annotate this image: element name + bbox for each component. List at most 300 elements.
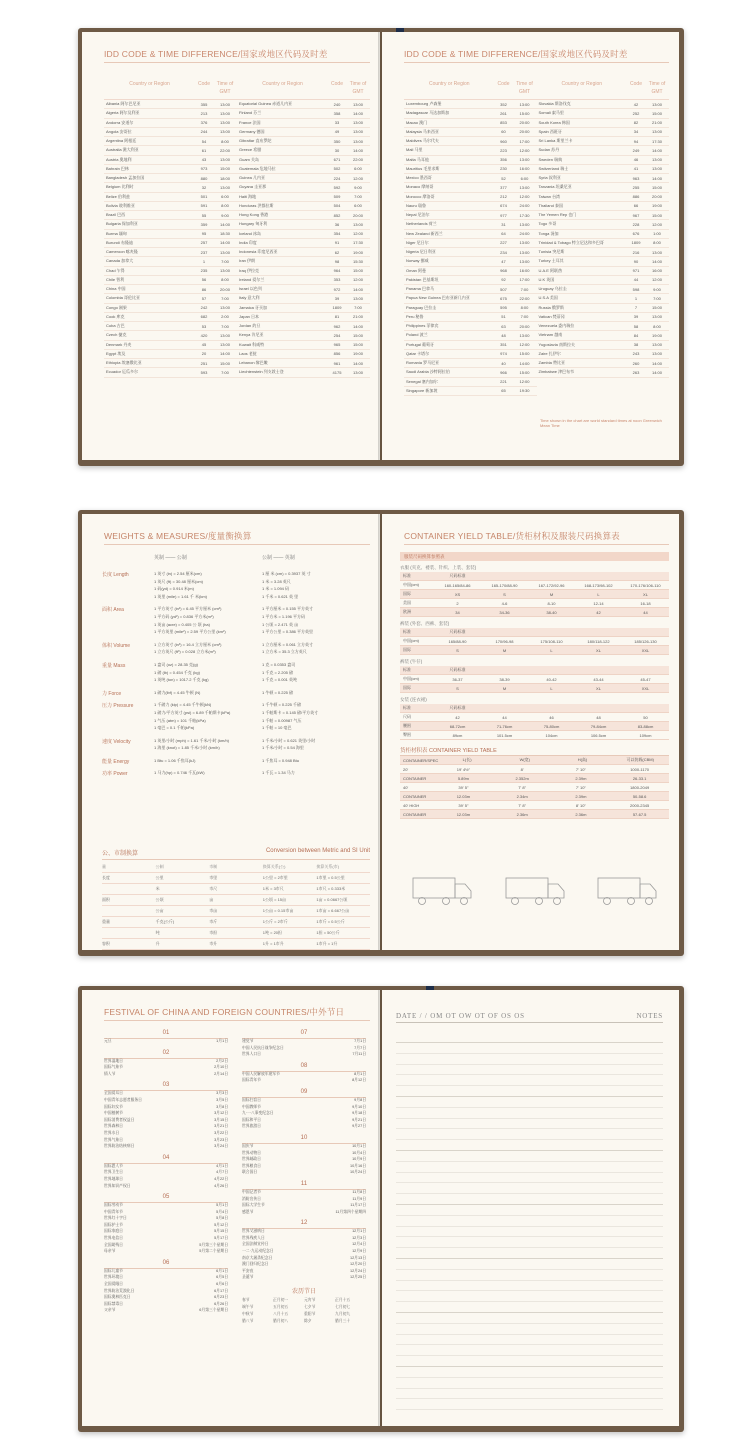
dial-code: 358 bbox=[333, 110, 341, 116]
container-cell: 7' 10" bbox=[575, 784, 586, 790]
lunar-cell: 正月初一 bbox=[273, 1298, 289, 1303]
festival-date: 11月9日 bbox=[352, 1196, 366, 1201]
festival-row bbox=[242, 1203, 366, 1210]
country-name: Pakistan 巴基斯坦 bbox=[406, 276, 439, 282]
gmt-time: 13:00 bbox=[519, 157, 530, 163]
country-name: Turkey 土耳其 bbox=[538, 258, 564, 264]
dial-code: 30 bbox=[334, 147, 340, 153]
country-name: Slovakia 斯洛伐克 bbox=[538, 101, 571, 107]
gmt-time: 15:00 bbox=[352, 342, 363, 348]
festival-date: 9月10日 bbox=[352, 1104, 366, 1109]
dial-code: 501 bbox=[200, 194, 208, 200]
festival-name: 世界防治荒漠化日 bbox=[104, 1288, 135, 1293]
conversion-line: 1 码(yd) = 0.914 米(m) bbox=[154, 586, 194, 592]
size-cell: 175/108-110 bbox=[540, 638, 563, 644]
festival-row bbox=[242, 1262, 366, 1269]
country-name: Iraq 伊拉克 bbox=[239, 267, 260, 273]
conversion-line: 1 气压 (atm) = 101 千帕(kPa) bbox=[154, 717, 206, 723]
container-cell: 19' 4½" bbox=[456, 766, 471, 772]
idd-row bbox=[104, 285, 237, 294]
container-cell: 2.39m bbox=[575, 793, 587, 799]
size-cell: S bbox=[456, 647, 459, 653]
gmt-time: 15:00 bbox=[519, 369, 530, 375]
gmt-time: 14:00 bbox=[352, 286, 363, 292]
gmt-time: 24:00 bbox=[519, 231, 530, 237]
notebook-spread-measures bbox=[78, 510, 684, 956]
idd-row bbox=[404, 156, 537, 165]
container-cell: 7' 8" bbox=[518, 784, 526, 790]
dial-code: 90 bbox=[633, 258, 639, 264]
measure-group bbox=[102, 690, 370, 698]
size-cell: 109cm bbox=[639, 732, 652, 738]
conversion-head-cell: 换算关系(市) bbox=[316, 864, 340, 869]
dial-code: 852 bbox=[333, 212, 341, 218]
festival-row bbox=[242, 1249, 366, 1256]
measure-lines bbox=[154, 571, 370, 601]
gmt-time: 13:00 bbox=[651, 314, 662, 320]
country-name: Kuwait 科威特 bbox=[239, 341, 265, 347]
country-name: Venezuela 委内瑞拉 bbox=[538, 323, 575, 329]
size-section-title: 裤装 (外套、西裤、套装) bbox=[400, 621, 450, 626]
size-cell: 170/96-98 bbox=[495, 638, 514, 644]
country-name: Australia 澳大利亚 bbox=[106, 147, 139, 153]
idd-row bbox=[104, 146, 237, 155]
dial-code: 682 bbox=[200, 314, 208, 320]
dial-code: 235 bbox=[200, 268, 208, 274]
container-cell: L(长) bbox=[462, 757, 472, 762]
col-head-code: Code bbox=[630, 81, 642, 87]
measure-lines bbox=[154, 702, 370, 732]
festival-name: 世界旅游日 bbox=[242, 1124, 261, 1129]
festival-name: 圣诞节 bbox=[242, 1275, 254, 1280]
country-name: Congo 刚果 bbox=[106, 304, 127, 310]
country-name: Guinea 几内亚 bbox=[239, 175, 266, 181]
festival-row bbox=[104, 1124, 228, 1131]
gmt-time: 15:00 bbox=[519, 351, 530, 357]
gmt-time: 15:00 bbox=[651, 184, 662, 190]
size-row bbox=[400, 590, 669, 599]
country-name: France 法国 bbox=[239, 119, 261, 125]
dial-code: 55 bbox=[201, 212, 207, 218]
size-cell: 标准 bbox=[403, 667, 411, 672]
dial-code: 880 bbox=[200, 175, 208, 181]
metric-col bbox=[262, 606, 370, 636]
festival-date: 6月17日 bbox=[214, 1288, 228, 1293]
gmt-time: 8:00 bbox=[221, 277, 229, 283]
festival-date: 11月8日 bbox=[352, 1189, 366, 1194]
idd-row bbox=[404, 304, 537, 313]
country-name: Cameroon 喀麦隆 bbox=[106, 249, 138, 255]
festival-date: 10月24日 bbox=[349, 1170, 366, 1175]
dial-code: 252 bbox=[632, 110, 640, 116]
dial-code: 240 bbox=[333, 101, 341, 107]
festival-name: 消防宣传日 bbox=[242, 1196, 261, 1201]
country-name: Denmark 丹麦 bbox=[106, 341, 132, 347]
size-cell: 83-88cm bbox=[637, 723, 654, 729]
conversion-line: 1 千瓦 = 1.34 马力 bbox=[262, 770, 295, 776]
gmt-time: 12:00 bbox=[352, 175, 363, 181]
festival-date: 3月15日 bbox=[214, 1117, 228, 1122]
gmt-time: 13:00 bbox=[219, 332, 230, 338]
festival-date: 12月24日 bbox=[349, 1268, 366, 1273]
dial-code: 212 bbox=[500, 194, 507, 200]
festival-row bbox=[242, 1039, 366, 1046]
gmt-time: 20:00 bbox=[519, 129, 530, 135]
conversion-cell: 米 bbox=[155, 886, 160, 891]
size-chart-band: 服装尺码换算参照表 bbox=[400, 552, 669, 561]
page-title: FESTIVAL OF CHINA AND FOREIGN COUNTRIES/中外节日 bbox=[104, 1006, 370, 1021]
conversion-line: 1 平方码 (yd²) = 0.836 平方米(m²) bbox=[154, 613, 214, 619]
country-name: Uruguay 乌拉圭 bbox=[538, 286, 567, 292]
measure-group bbox=[102, 702, 370, 732]
idd-row bbox=[537, 359, 670, 368]
idd-row bbox=[237, 128, 370, 137]
festival-date: 9月8日 bbox=[354, 1097, 366, 1102]
dial-code: 354 bbox=[333, 231, 341, 237]
conversion-header bbox=[102, 862, 370, 873]
idd-row bbox=[104, 183, 237, 192]
idd-row bbox=[404, 378, 537, 387]
container-cell: CONTAINER bbox=[403, 775, 427, 781]
lunar-cell: 元宵节 bbox=[304, 1298, 316, 1303]
size-cell: L bbox=[550, 647, 553, 653]
size-row bbox=[400, 713, 669, 722]
metric-col bbox=[262, 662, 370, 685]
conversion-cell: 市升 bbox=[209, 941, 218, 946]
festival-date: 2月2日 bbox=[216, 1058, 228, 1063]
size-cell: 标准 bbox=[403, 629, 411, 634]
conversion-line: 1 英寸 (in) = 2.54 厘米(cm) bbox=[154, 571, 202, 576]
conversion-row bbox=[102, 873, 370, 884]
idd-row bbox=[104, 331, 237, 340]
container-row bbox=[400, 774, 669, 783]
gmt-time: 17:30 bbox=[352, 240, 363, 246]
idd-row bbox=[104, 248, 237, 257]
idd-row bbox=[537, 165, 670, 174]
idd-row bbox=[537, 257, 670, 266]
dial-code: 961 bbox=[333, 360, 341, 366]
dial-code: 962 bbox=[333, 323, 341, 329]
conversion-cell: 重量 bbox=[102, 919, 110, 924]
country-name: Luxembourg 卢森堡 bbox=[406, 101, 442, 107]
measure-lines bbox=[154, 662, 370, 685]
country-name: Mexico 墨西哥 bbox=[406, 175, 432, 181]
dial-code: 66 bbox=[633, 203, 639, 209]
country-name: Yugoslavia 南斯拉夫 bbox=[538, 341, 575, 347]
container-cell: 50-58.6 bbox=[632, 793, 647, 799]
festival-name: 国际妇女节 bbox=[104, 1104, 123, 1109]
conversion-row bbox=[102, 906, 370, 917]
festival-date: 12月20日 bbox=[349, 1262, 366, 1267]
idd-row bbox=[404, 109, 537, 118]
truck-icon bbox=[505, 874, 567, 908]
container-cell: 40' HIGH bbox=[403, 802, 420, 808]
gmt-time: 15:00 bbox=[352, 268, 363, 274]
metric-col bbox=[262, 770, 370, 778]
conversion-cell: 升 bbox=[155, 941, 160, 946]
month-heading: 11 bbox=[242, 1180, 366, 1190]
country-name: Finland 芬兰 bbox=[239, 110, 262, 116]
size-cell: XL bbox=[596, 647, 601, 653]
size-cell: 中国(cm) bbox=[403, 676, 419, 681]
container-cell: 20' bbox=[403, 766, 409, 772]
container-cell: 2.34m bbox=[516, 793, 528, 799]
page-title: IDD CODE & TIME DIFFERENCE/国家或地区代码及时差 bbox=[104, 48, 370, 63]
container-cell: 5.89m bbox=[457, 775, 469, 781]
country-name: Ethiopia 埃塞俄比亚 bbox=[106, 360, 142, 366]
weights-header bbox=[102, 554, 370, 566]
size-section-title: 衣服 (夹克、褛装、针织、上装、套装) bbox=[400, 565, 477, 570]
dial-code: 350 bbox=[333, 138, 341, 144]
idd-row bbox=[537, 331, 670, 340]
size-cell: 34-36 bbox=[499, 609, 510, 615]
dial-code: 674 bbox=[500, 203, 507, 209]
country-name: Nauru 瑙鲁 bbox=[406, 202, 427, 208]
festival-date: 5月4日 bbox=[216, 1209, 228, 1214]
dial-code: 968 bbox=[500, 268, 507, 274]
country-name: Czech 捷克 bbox=[106, 332, 127, 338]
festival-date: 12月25日 bbox=[349, 1275, 366, 1280]
festival-name: 联合国日 bbox=[242, 1170, 258, 1175]
country-name: U.K 英国 bbox=[538, 276, 555, 282]
gmt-time: 6:00 bbox=[354, 166, 362, 172]
idd-row bbox=[104, 100, 237, 109]
conversion-line: 1 立方米 = 35.3 立方英尺 bbox=[262, 649, 307, 655]
imperial-col bbox=[154, 770, 262, 778]
gmt-time: 24:00 bbox=[519, 203, 530, 209]
dial-code: 64 bbox=[501, 231, 506, 237]
idd-row bbox=[404, 267, 537, 276]
country-name: Mali 马里 bbox=[406, 147, 423, 153]
col-head-code: Code bbox=[331, 81, 343, 87]
gmt-time: 14:00 bbox=[219, 240, 230, 246]
container-row bbox=[400, 792, 669, 801]
festival-name: 国际护士节 bbox=[104, 1222, 123, 1227]
country-name: Trinidad & Tobago 特立尼达和多巴哥 bbox=[538, 239, 604, 245]
festival-row bbox=[242, 1164, 366, 1171]
date-field: DATE / / OM OT OW OT OF OS OS bbox=[396, 1012, 525, 1020]
country-name: China 中国 bbox=[106, 286, 126, 292]
idd-row bbox=[104, 165, 237, 174]
festival-date: 4月22日 bbox=[214, 1176, 228, 1181]
idd-row bbox=[404, 165, 537, 174]
country-name: Morocco 摩洛哥 bbox=[406, 193, 435, 199]
gmt-time: 13:00 bbox=[519, 101, 530, 107]
dial-code: 255 bbox=[632, 184, 640, 190]
festival-name: 国庆节 bbox=[242, 1143, 254, 1148]
page-idd-right bbox=[382, 32, 679, 460]
conversion-line: 1 千克 = 2.205 磅 bbox=[262, 669, 294, 675]
gmt-time: 15:00 bbox=[519, 110, 530, 116]
idd-row bbox=[537, 322, 670, 331]
festival-name: 世界气象日 bbox=[104, 1137, 123, 1142]
idd-row bbox=[404, 100, 537, 109]
idd-row bbox=[404, 183, 537, 192]
idd-row bbox=[404, 294, 537, 303]
country-name: Malta 马耳他 bbox=[406, 156, 429, 162]
metric-col bbox=[262, 690, 370, 698]
conversion-line: 1 千磅力 (kip) = 4.45 千牛顿(kN) bbox=[154, 702, 212, 708]
festival-name: 世界森林日 bbox=[104, 1124, 123, 1129]
gmt-time: 13:00 bbox=[519, 221, 530, 227]
gmt-time: 14:00 bbox=[651, 147, 662, 153]
country-name: Honduras 洪都拉斯 bbox=[239, 202, 274, 208]
size-cell: 43-44 bbox=[593, 676, 604, 682]
lunar-cell: 正月十五 bbox=[335, 1298, 351, 1303]
size-cell: 欧洲 bbox=[403, 609, 411, 614]
lunar-cell: 腊月初八 bbox=[273, 1319, 289, 1324]
conversion-line: 1 盎司 (oz) = 28.35 克(g) bbox=[154, 661, 198, 667]
idd-row bbox=[537, 211, 670, 220]
gmt-time: 14:00 bbox=[219, 221, 230, 227]
metric-to-imperial-head: 公制 —— 英制 bbox=[262, 555, 295, 561]
idd-row bbox=[537, 285, 670, 294]
dial-code: 591 bbox=[200, 203, 208, 209]
festival-name: 全国爱眼日 bbox=[104, 1282, 123, 1287]
gmt-time: 13:00 bbox=[352, 101, 363, 107]
month-heading: 03 bbox=[104, 1081, 228, 1091]
festival-name: 九·一八事变纪念日 bbox=[242, 1111, 274, 1116]
size-cell: 48 bbox=[596, 714, 601, 720]
size-cell: XS bbox=[454, 591, 461, 597]
country-name: Nepal 尼泊尔 bbox=[406, 212, 430, 218]
measure-label: 力 Force bbox=[102, 690, 122, 697]
festival-date: 6月1日 bbox=[216, 1268, 228, 1273]
conversion-line: 1 平方英寸 (in²) = 6.45 平方厘米 (cm²) bbox=[154, 606, 222, 612]
festival-date: 4月1日 bbox=[216, 1163, 228, 1168]
conversion-line: 1 千焦耳 = 0.948 Btu bbox=[262, 757, 300, 763]
festival-date: 12月4日 bbox=[352, 1242, 366, 1247]
dial-code: 92 bbox=[501, 277, 506, 283]
gmt-time: 22:00 bbox=[219, 147, 230, 153]
idd-row bbox=[404, 387, 537, 396]
size-cell: 106.5cm bbox=[590, 732, 607, 738]
conversion-cell: 吨 bbox=[155, 930, 160, 935]
idd-row bbox=[537, 119, 670, 128]
gmt-time: 13:00 bbox=[651, 351, 662, 357]
size-cell: 尺码标准 bbox=[449, 573, 466, 578]
dial-code: 595 bbox=[500, 305, 507, 311]
conversion-cell: 公顷 bbox=[155, 897, 164, 902]
country-name: Guatemala 危地马拉 bbox=[239, 165, 276, 171]
dial-code: 676 bbox=[632, 231, 640, 237]
festival-date: 12月9日 bbox=[352, 1249, 366, 1254]
month-heading: 07 bbox=[242, 1029, 366, 1039]
country-name: India 印度 bbox=[239, 239, 257, 245]
dial-code: 86 bbox=[201, 286, 207, 292]
festival-name: 世界电信日 bbox=[104, 1236, 123, 1241]
conversion-line: 1 千牛顿 = 0.225 千磅 bbox=[262, 702, 302, 708]
dial-code: 84 bbox=[633, 332, 639, 338]
measure-lines bbox=[154, 642, 370, 657]
dial-code: 244 bbox=[200, 129, 208, 135]
festival-name: 世界知识产权日 bbox=[104, 1183, 131, 1188]
container-cell: 12.03m bbox=[456, 793, 471, 799]
country-name: Zimbabwe 津巴布韦 bbox=[538, 369, 575, 375]
size-chart bbox=[400, 550, 669, 819]
size-row bbox=[400, 572, 669, 581]
idd-row bbox=[404, 220, 537, 229]
dial-code: 227 bbox=[500, 240, 507, 246]
dial-code: 58 bbox=[633, 323, 639, 329]
dial-code: 257 bbox=[200, 240, 208, 246]
festival-date: 10月9日 bbox=[352, 1157, 366, 1162]
size-cell: 75-80cm bbox=[543, 723, 560, 729]
size-cell: 160-165/84-86 bbox=[444, 582, 471, 588]
festival-name: 澳门回归纪念日 bbox=[242, 1262, 269, 1267]
gmt-time: 8:00 bbox=[221, 138, 229, 144]
conversion-line: 1 厘 米 (cm) = 0.3937 英 寸 bbox=[262, 571, 311, 576]
country-name: Monaco 摩纳哥 bbox=[406, 184, 434, 190]
measure-label: 能量 Energy bbox=[102, 758, 130, 765]
size-cell: 101.5cm bbox=[496, 732, 513, 738]
dial-code: 53 bbox=[201, 323, 207, 329]
conversion-title bbox=[102, 848, 370, 860]
lunar-cell: 五月初五 bbox=[273, 1305, 289, 1310]
country-name: Philippines 菲律宾 bbox=[406, 323, 439, 329]
dial-code: 43 bbox=[201, 157, 207, 163]
month-heading: 06 bbox=[104, 1259, 228, 1269]
idd-row bbox=[404, 174, 537, 183]
festival-row bbox=[242, 1124, 366, 1131]
festival-row bbox=[242, 1144, 366, 1151]
conversion-title-zh: 公、市制换算 bbox=[102, 851, 139, 857]
gmt-time: 19:00 bbox=[651, 332, 662, 338]
dial-code: 671 bbox=[333, 157, 341, 163]
container-title: 货柜材积表 CONTAINER YIELD TABLE bbox=[400, 746, 669, 756]
measure-group bbox=[102, 662, 370, 685]
lunar-festivals-title: 农历节日 bbox=[291, 1289, 316, 1296]
country-name: Japan 日本 bbox=[239, 313, 260, 319]
dial-code: 966 bbox=[500, 369, 507, 375]
festival-row bbox=[104, 1170, 228, 1177]
gmt-time: 13:00 bbox=[219, 120, 230, 126]
gmt-time: 21:00 bbox=[651, 120, 662, 126]
festival-date: 10月1日 bbox=[352, 1143, 366, 1148]
idd-row bbox=[104, 368, 237, 377]
idd-row bbox=[104, 359, 237, 368]
dial-code: 224 bbox=[333, 175, 341, 181]
size-cell: 38-39 bbox=[499, 676, 510, 682]
festival-date: 5月8日 bbox=[216, 1216, 228, 1221]
country-name: Netherlands 荷兰 bbox=[406, 221, 437, 227]
idd-row bbox=[237, 322, 370, 331]
idd-row bbox=[237, 276, 370, 285]
gmt-time: 14:00 bbox=[651, 360, 662, 366]
dial-code: 31 bbox=[501, 221, 506, 227]
measure-group bbox=[102, 738, 370, 753]
country-name: Zaire 扎伊尔 bbox=[538, 350, 561, 356]
country-name: Portugal 葡萄牙 bbox=[406, 341, 435, 347]
idd-row bbox=[237, 267, 370, 276]
festival-date: 5月第二个星期日 bbox=[199, 1249, 228, 1254]
gmt-time: 13:00 bbox=[519, 332, 530, 338]
country-name: Iran 伊朗 bbox=[239, 258, 256, 264]
idd-row bbox=[404, 350, 537, 359]
measure-group bbox=[102, 770, 370, 778]
gmt-time: 7:00 bbox=[221, 295, 229, 301]
idd-row bbox=[104, 313, 237, 322]
idd-row bbox=[537, 294, 670, 303]
festival-row bbox=[104, 1282, 228, 1289]
festival-name: 世界地球日 bbox=[104, 1176, 123, 1181]
conversion-cell: 1公顷 = 15亩 bbox=[262, 897, 287, 902]
gmt-time: 14:00 bbox=[352, 110, 363, 116]
lunar-cell: 七夕节 bbox=[304, 1305, 316, 1310]
size-cell: 中国(cm) bbox=[403, 582, 419, 587]
gmt-time: 8:00 bbox=[653, 323, 661, 329]
dial-code: 1 bbox=[634, 295, 638, 301]
